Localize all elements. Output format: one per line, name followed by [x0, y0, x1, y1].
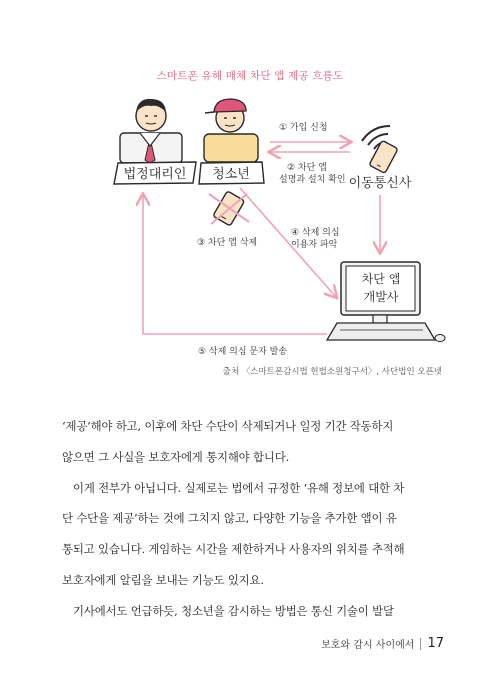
body-line: 않으면 그 사실을 보호자에게 통지해야 합니다.	[62, 449, 290, 464]
guardian-figure	[120, 99, 182, 163]
figure-title: 스마트폰 유해 매체 차단 앱 제공 흐름도	[156, 70, 344, 82]
page-number: 17	[427, 636, 444, 651]
page-footer	[321, 636, 444, 651]
figure-source: 출처 〈스마트폰감시법 헌법소원청구서〉, 사단법인 오픈넷	[222, 367, 442, 377]
body-line: 단 수단을 제공’하는 것에 그치지 않고, 다양한 기능을 추가한 앱이 유	[62, 511, 397, 526]
guardian-label: 법정대리인	[123, 167, 187, 182]
body-line: 이게 전부가 아닙니다. 실제로는 법에서 규정한 ‘유해 정보에 대한 차	[73, 480, 405, 495]
running-title: 보호와 감시 사이에서	[321, 640, 415, 651]
step3-label: ③ 차단 앱 삭제	[197, 238, 258, 248]
teen-figure	[204, 99, 258, 162]
deleted-phone-icon	[209, 191, 249, 226]
body-text	[62, 411, 437, 627]
body-line: 기사에서도 언급하듯, 청소년을 감시하는 방법은 통신 기술이 발달	[73, 603, 394, 618]
step2-label-line2: 설명과 설치 확인	[279, 175, 346, 185]
step4-label-line1: ④ 삭제 의심	[291, 228, 340, 238]
body-line: 통되고 있습니다. 게임하는 시간을 제한하거나 사용자의 위치를 추적해	[62, 542, 405, 557]
step5-label: ⑤ 삭제 의심 문자 발송	[198, 347, 288, 357]
footer-divider	[420, 638, 421, 650]
app-label-line1: 차단 앱	[361, 272, 401, 286]
app-label-line2: 개발사	[363, 290, 399, 304]
teen-label: 청소년	[212, 167, 250, 182]
step2-label-line1: ② 차단 앱	[287, 163, 327, 173]
step1-label: ① 가입 신청	[279, 123, 328, 133]
body-line: 보호자에게 알림을 보내는 기능도 있지요.	[62, 572, 264, 587]
carrier-phone-icon	[369, 140, 398, 173]
carrier-label: 이동통신사	[348, 176, 412, 191]
body-line: ‘제공’해야 하고, 이후에 차단 수단이 삭제되거나 일정 기간 작동하지	[62, 419, 394, 433]
step4-label-line2: 이용자 파악	[291, 240, 338, 250]
